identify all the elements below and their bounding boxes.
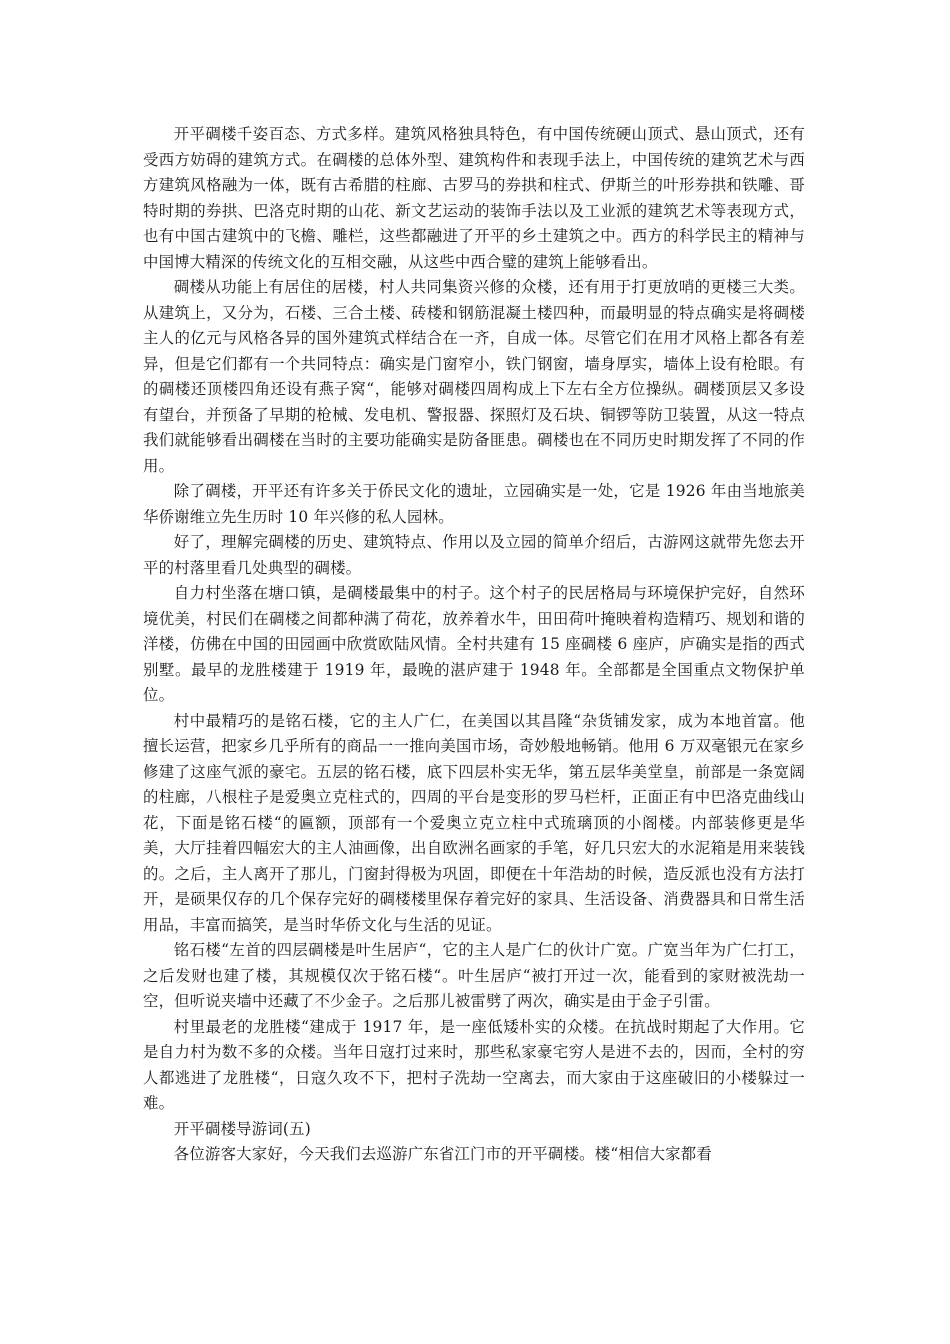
paragraph: 铭石楼“左首的四层碉楼是叶生居庐“，它的主人是广仁的伙计广宽。广宽当年为广仁打工，之后发财也建了楼，其规模仅次于铭石楼“。叶生居庐“被打开过一次，能看到的家财被洗劫一空，但听说夹墙中还藏了不少金子。之后那儿被雷劈了两次，确实是由于金子引雷。 (143, 941, 805, 1010)
paragraph: 除了碉楼，开平还有许多关于侨民文化的遗址，立园确实是一处，它是 1926 年由当地旅美华侨谢维立先生历时 10 年兴修的私人园林。 (143, 482, 805, 526)
paragraph: 村里最老的龙胜楼“建成于 1917 年，是一座低矮朴实的众楼。在抗战时期起了大作用。它是自力村为数不多的众楼。当年日寇打过来时，那些私家豪宅穷人是进不去的，因而，全村的穷人都逃进了龙胜楼“，日寇久攻不下，把村子洗劫一空离去，而大家由于这座破旧的小楼躲过一难。 (143, 1017, 805, 1112)
document-body (143, 122, 805, 1168)
paragraph: 开平碉楼千姿百态、方式多样。建筑风格独具特色，有中国传统硬山顶式、悬山顶式，还有受西方妨碍的建筑方式。在碉楼的总体外型、建筑构件和表现手法上，中国传统的建筑艺术与西方建筑风格融为一体，既有古希腊的柱廊、古罗马的券拱和柱式、伊斯兰的叶形券拱和铁雕、哥特时期的券拱、巴洛克时期的山花、新文艺运动的装饰手法以及工业派的建筑艺术等表现方式，也有中国古建筑中的飞檐、雕栏，这些都融进了开平的乡土建筑之中。西方的科学民主的精神与中国博大精深的传统文化的互相交融，从这些中西合璧的建筑上能够看出。 (143, 125, 805, 271)
paragraph: 村中最精巧的是铭石楼，它的主人广仁，在美国以其昌隆“杂货铺发家，成为本地首富。他擅长运营，把家乡几乎所有的商品一一推向美国市场，奇妙般地畅销。他用 6 万双毫银元在家乡修建了这座气派的豪宅。五层的铭石楼，底下四层朴实无华，第五层华美堂皇，前部是一条宽阔的柱廊，八根柱子是爱奥立克柱式的，四周的平台是变形的罗马栏杆，正面正有中巴洛克曲线山花，下面是铭石楼“的匾额，顶部有一个爱奥立克立柱中式琉璃顶的小阁楼。内部装修更是华美，大厅挂着四幅宏大的主人油画像，出自欧洲名画家的手笔，好几只宏大的水泥箱是用来装钱的。之后，主人离开了那儿，门窗封得极为巩固，即便在十年浩劫的时候，造反派也没有方法打开，是硕果仅存的几个保存完好的碉楼楼里保存着完好的家具、生活设备、消费器具和日常生活用品，丰富而搞笑，是当时华侨文化与生活的见证。 (143, 711, 805, 934)
paragraph: 碉楼从功能上有居住的居楼，村人共同集资兴修的众楼，还有用于打更放哨的更楼三大类。从建筑上，又分为，石楼、三合土楼、砖楼和钢筋混凝土楼四种，而最明显的特点确实是将碉楼主人的亿元与风格各异的国外建筑式样结合在一齐，自成一体。尽管它们在用才风格上都各有差异，但是它们都有一个共同特点：确实是门窗窄小，铁门钢窗，墙身厚实，墙体上设有枪眼。有的碉楼还顶楼四角还设有燕子窝“，能够对碉楼四周构成上下左右全方位操纵。碉楼顶层又多设有望台，并预备了早期的枪械、发电机、警报器、探照灯及石块、铜锣等防卫装置，从这一特点我们就能够看出碉楼在当时的主要功能确实是防备匪患。碉楼也在不同历史时期发挥了不同的作用。 (143, 278, 805, 475)
paragraph: 各位游客大家好，今天我们去巡游广东省江门市的开平碉楼。楼“相信大家都看 (173, 1145, 712, 1163)
paragraph: 自力村坐落在塘口镇，是碉楼最集中的村子。这个村子的民居格局与环境保护完好，自然环境优美，村民们在碉楼之间都种满了荷花，放养着水牛，田田荷叶掩映着构造精巧、规划和谐的洋楼，仿佛在中国的田园画中欣赏欧陆风情。全村共建有 15 座碉楼 6 座庐，庐确实是指的西式别墅。最早的龙胜楼建于 1919 年，最晚的湛庐建于 1948 年。全部都是全国重点文物保护单位。 (143, 584, 805, 704)
section-heading: 开平碉楼导游词(五) (173, 1119, 311, 1138)
paragraph: 好了，理解完碉楼的历史、建筑特点、作用以及立园的简单介绍后，古游网这就带先您去开平的村落里看几处典型的碉楼。 (143, 533, 805, 577)
